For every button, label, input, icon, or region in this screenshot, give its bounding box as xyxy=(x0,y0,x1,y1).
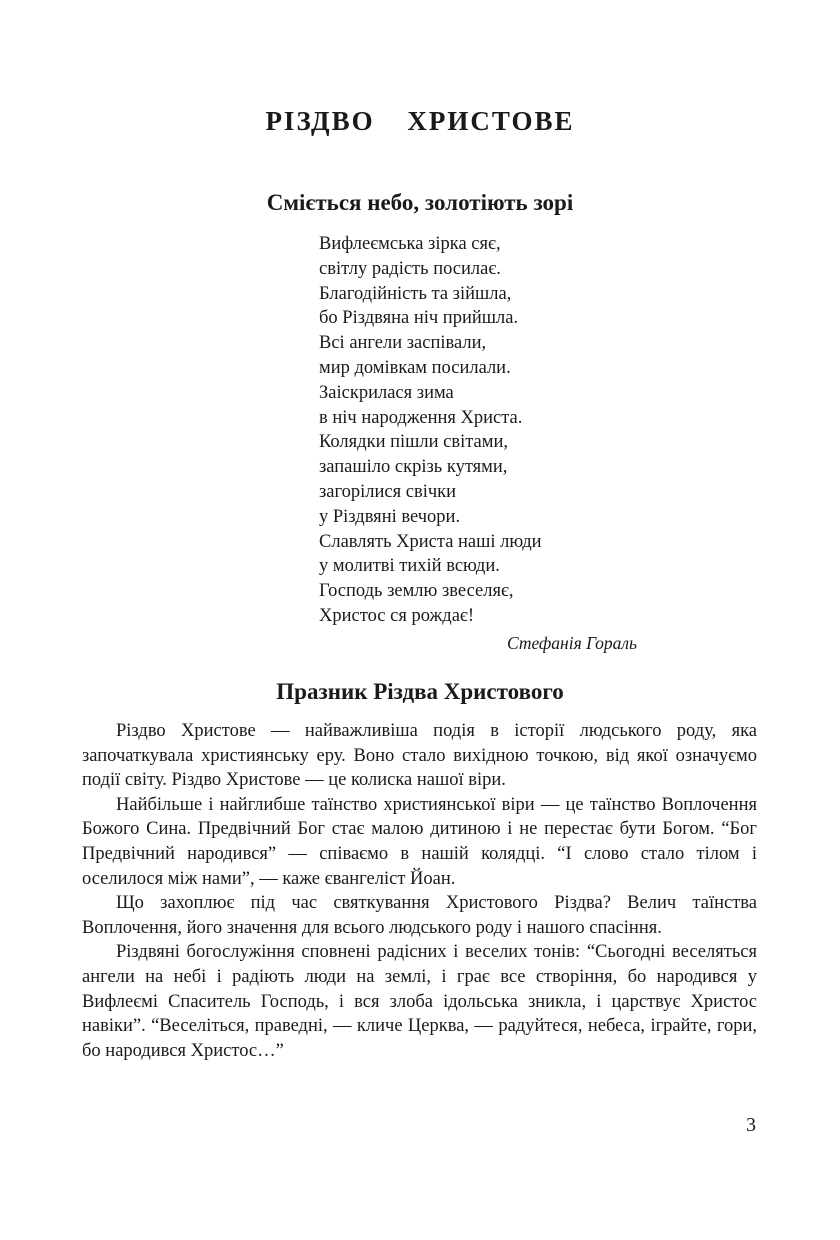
poem-author: Стефанія Гораль xyxy=(506,633,637,653)
poem-line: Благодійність та зійшла, xyxy=(319,283,512,304)
poem-line: у молитві тихій всюди. xyxy=(319,556,500,577)
poem-line: Заіскрилася зима xyxy=(319,382,454,403)
article-paragraph: Що захоплює під час святкування Христового Різдва? Велич таїнства Воплочення, його значення для всього людського роду і нашого спасіння. xyxy=(82,893,757,938)
poem-line: Славлять Христа наші люди xyxy=(319,531,542,552)
poem-stanza xyxy=(319,232,649,629)
poem-line: Колядки пішли світами, xyxy=(319,432,508,453)
poem-line: в ніч народження Христа. xyxy=(319,407,523,428)
article-title: Празник Різдва Христового xyxy=(276,679,564,704)
poem-title: Сміється небо, золотіють зорі xyxy=(266,190,574,215)
page-title: РІЗДВО ХРИСТОВЕ xyxy=(265,106,575,136)
poem-line: у Різдвяні вечори. xyxy=(319,506,461,527)
poem-line: Христос ся рождає! xyxy=(319,605,475,626)
article-paragraph: Різдвяні богослужіння сповнені радісних і веселих тонів: “Сьогодні веселяться ангели на небі і радіють люди на землі, і грає все створіння, бо народився у Вифлеємі Спаситель Господь, і вся злоба ідольська зникла, і царствує Христос навіки”. “Веселіться, праведні, — кличе Церква, — радуйтеся, небеса, іграйте, гори, бо народився Христос…” xyxy=(82,942,757,1061)
poem-line: бо Різдвяна ніч прийшла. xyxy=(319,308,519,329)
poem-line: мир домівкам посилали. xyxy=(319,357,511,378)
article-paragraph: Різдво Христове — найважливіша подія в історії людського роду, яка започаткувала християнську еру. Воно стало вихідною точкою, від якої означуємо події світу. Різдво Христове — це колиска нашої віри. xyxy=(82,721,757,791)
poem-line: Вифлеємська зірка сяє, xyxy=(319,234,501,254)
poem-line: світлу радість посилає. xyxy=(319,258,501,279)
page-number: 3 xyxy=(746,1114,756,1136)
article-paragraph: Найбільше і найглибше таїнство християнської віри — це таїнство Воплочення Божого Сина. Предвічний Бог стає малою дитиною і не перестає бути Богом. “Бог Предвічний народився” — співаємо в нашій колядці. “І слово стало тілом і оселилося між нами”, — каже євангеліст Йоан. xyxy=(82,794,757,889)
article-body xyxy=(82,719,757,1063)
poem-line: запашіло скрізь кутями, xyxy=(319,457,508,478)
poem-line: Господь землю звеселяє, xyxy=(319,581,514,602)
poem-line: загорілися свічки xyxy=(319,481,457,502)
poem-line: Всі ангели заспівали, xyxy=(319,333,487,354)
